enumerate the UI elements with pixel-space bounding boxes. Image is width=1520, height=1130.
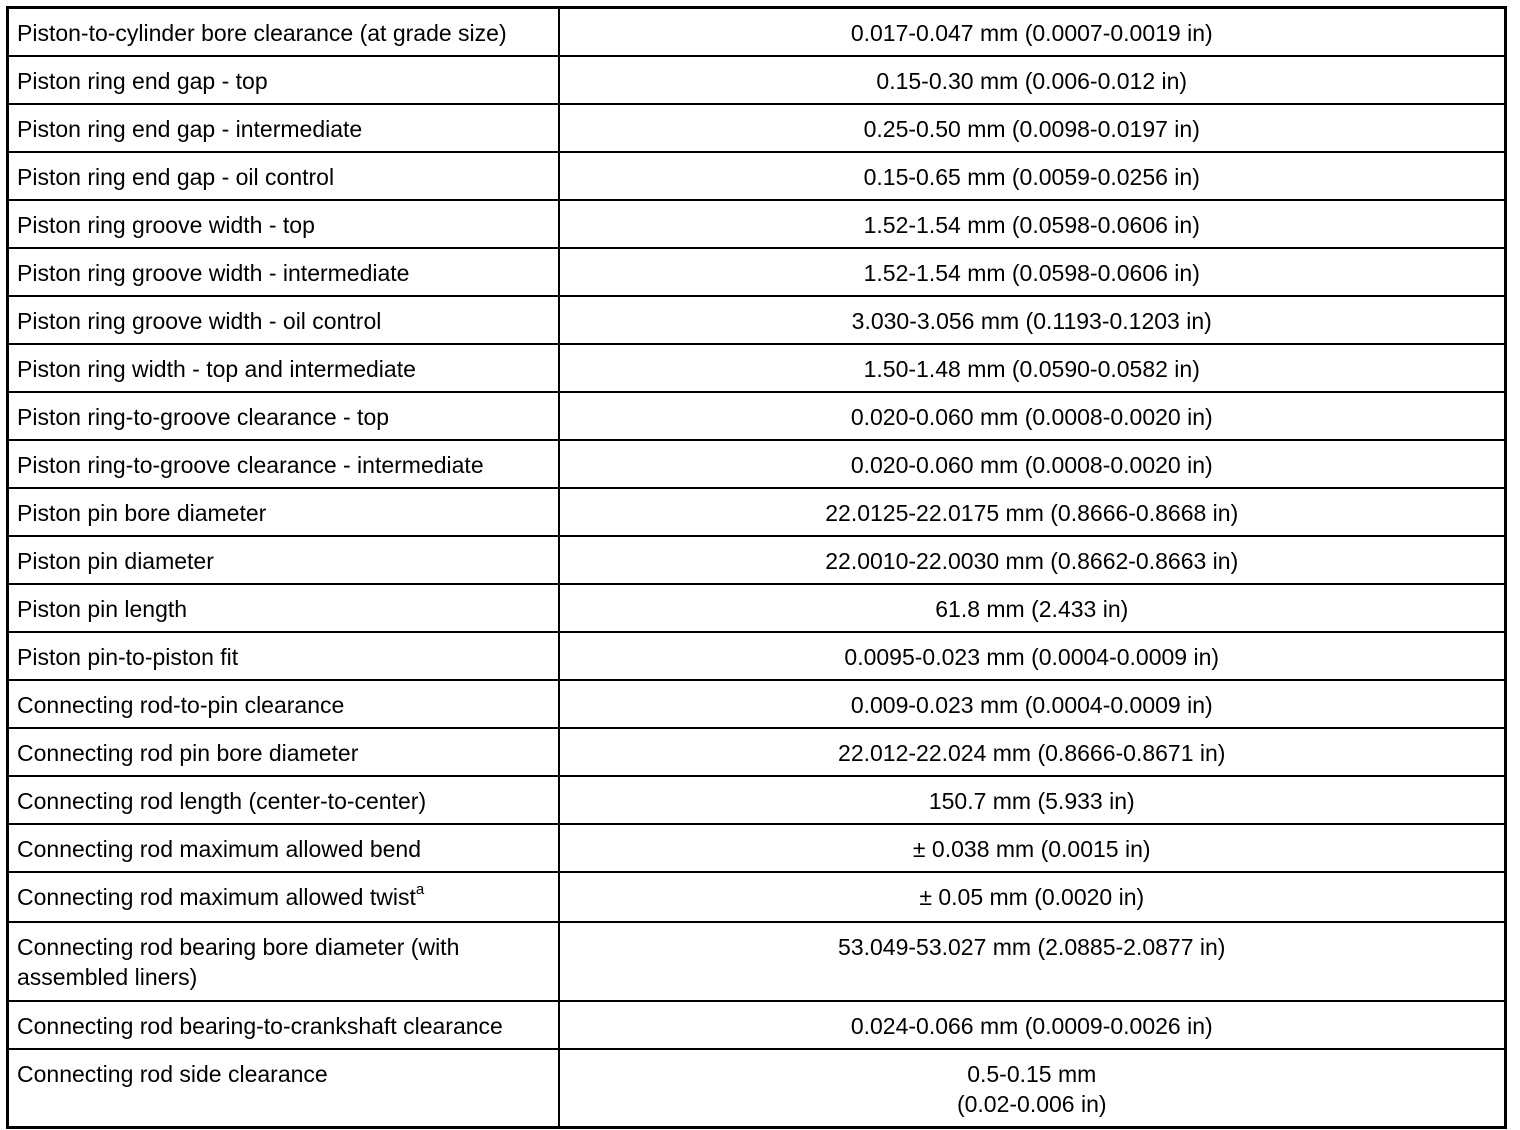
table-row [8, 56, 1506, 104]
parameter-cell: Piston ring end gap - intermediate [8, 104, 559, 152]
table-row [8, 1001, 1506, 1049]
value-cell: 150.7 mm (5.933 in) [559, 776, 1506, 824]
value-cell: ± 0.05 mm (0.0020 in) [559, 872, 1506, 922]
value-cell: 0.024-0.066 mm (0.0009-0.0026 in) [559, 1001, 1506, 1049]
value-cell: 1.52-1.54 mm (0.0598-0.0606 in) [559, 200, 1506, 248]
value-cell: 0.0095-0.023 mm (0.0004-0.0009 in) [559, 632, 1506, 680]
table-row [8, 344, 1506, 392]
parameter-cell: Connecting rod side clearance [8, 1049, 559, 1128]
value-cell: 1.50-1.48 mm (0.0590-0.0582 in) [559, 344, 1506, 392]
parameter-cell: Piston ring width - top and intermediate [8, 344, 559, 392]
value-cell: 22.0125-22.0175 mm (0.8666-0.8668 in) [559, 488, 1506, 536]
value-cell: 53.049-53.027 mm (2.0885-2.0877 in) [559, 922, 1506, 1001]
table-row [8, 632, 1506, 680]
table-row [8, 392, 1506, 440]
parameter-cell: Piston pin length [8, 584, 559, 632]
table-row [8, 1049, 1506, 1128]
parameter-cell: Connecting rod pin bore diameter [8, 728, 559, 776]
value-cell: ± 0.038 mm (0.0015 in) [559, 824, 1506, 872]
table-row [8, 922, 1506, 1001]
parameter-cell: Piston ring groove width - intermediate [8, 248, 559, 296]
value-cell: 22.0010-22.0030 mm (0.8662-0.8663 in) [559, 536, 1506, 584]
parameter-cell: Piston ring groove width - oil control [8, 296, 559, 344]
value-cell: 1.52-1.54 mm (0.0598-0.0606 in) [559, 248, 1506, 296]
value-line-imperial: (0.02-0.006 in) [956, 1090, 1107, 1117]
parameter-cell: Connecting rod-to-pin clearance [8, 680, 559, 728]
value-cell: 0.009-0.023 mm (0.0004-0.0009 in) [559, 680, 1506, 728]
value-cell: 3.030-3.056 mm (0.1193-0.1203 in) [559, 296, 1506, 344]
table-row [8, 536, 1506, 584]
value-cell: 22.012-22.024 mm (0.8666-0.8671 in) [559, 728, 1506, 776]
value-cell: 0.15-0.30 mm (0.006-0.012 in) [559, 56, 1506, 104]
table-row [8, 584, 1506, 632]
value-line-metric: 0.5-0.15 mm [967, 1060, 1097, 1087]
value-cell: 0.020-0.060 mm (0.0008-0.0020 in) [559, 392, 1506, 440]
table-row [8, 200, 1506, 248]
value-cell: 0.020-0.060 mm (0.0008-0.0020 in) [559, 440, 1506, 488]
table-row [8, 248, 1506, 296]
parameter-cell: Connecting rod bearing bore diameter (with assembled liners) [8, 922, 559, 1001]
parameter-cell: Piston ring end gap - oil control [8, 152, 559, 200]
table-row [8, 680, 1506, 728]
specifications-table [6, 6, 1507, 1129]
parameter-cell: Piston ring-to-groove clearance - intermediate [8, 440, 559, 488]
value-cell: 0.25-0.50 mm (0.0098-0.0197 in) [559, 104, 1506, 152]
parameter-cell: Piston ring end gap - top [8, 56, 559, 104]
parameter-text: Connecting rod maximum allowed twist [17, 883, 416, 910]
table-row [8, 776, 1506, 824]
parameter-cell: Piston pin bore diameter [8, 488, 559, 536]
value-cell: 0.017-0.047 mm (0.0007-0.0019 in) [559, 8, 1506, 56]
table-row [8, 8, 1506, 56]
table-row [8, 296, 1506, 344]
table-row [8, 824, 1506, 872]
table-row [8, 728, 1506, 776]
parameter-cell: Piston ring-to-groove clearance - top [8, 392, 559, 440]
table-row [8, 488, 1506, 536]
parameter-cell: Connecting rod length (center-to-center) [8, 776, 559, 824]
table-row [8, 104, 1506, 152]
parameter-cell: Piston pin-to-piston fit [8, 632, 559, 680]
table-row [8, 152, 1506, 200]
value-cell [559, 1049, 1506, 1128]
value-cell: 0.15-0.65 mm (0.0059-0.0256 in) [559, 152, 1506, 200]
table-row [8, 872, 1506, 922]
parameter-cell: Connecting rod maximum allowed bend [8, 824, 559, 872]
parameter-cell: Piston-to-cylinder bore clearance (at grade size) [8, 8, 559, 56]
parameter-cell [8, 872, 559, 922]
table-row [8, 440, 1506, 488]
parameter-cell: Piston pin diameter [8, 536, 559, 584]
parameter-cell: Piston ring groove width - top [8, 200, 559, 248]
footnote-marker: a [415, 880, 425, 898]
value-cell: 61.8 mm (2.433 in) [559, 584, 1506, 632]
parameter-cell: Connecting rod bearing-to-crankshaft clearance [8, 1001, 559, 1049]
